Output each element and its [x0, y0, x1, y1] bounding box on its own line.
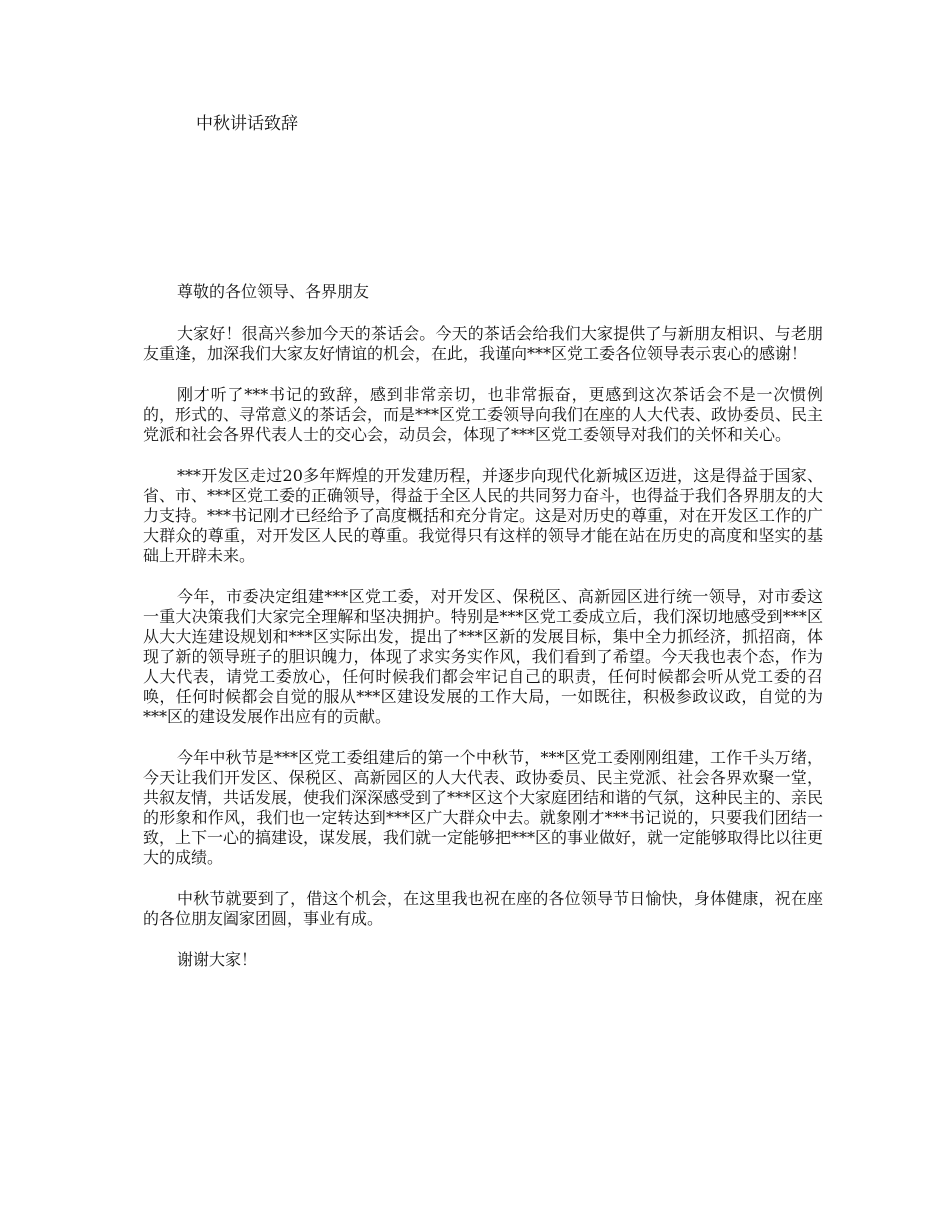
salutation: 尊敬的各位领导、各界朋友	[177, 282, 370, 301]
paragraph-history: ***开发区走过20多年辉煌的开发建历程，并逐步向现代化新城区迈进，这是得益于国家、省、市、***区党工委的正确领导，得益于全区人民的共同努力奋斗，也得益于我们各界朋友的大力支持。***书记刚才已经给予了高度概括和充分肯定。这是对历史的尊重，对在开发区工作的广大群众的尊重，对开发区人民的尊重。我觉得只有这样的领导才能在站在历史的高度和坚实的基础上开辟未来。	[143, 466, 824, 565]
document-title: 中秋讲话致辞	[196, 114, 298, 134]
paragraph-response: 刚才听了***书记的致辞，感到非常亲切，也非常振奋，更感到这次茶话会不是一次惯例的，形式的、寻常意义的茶话会，而是***区党工委领导向我们在座的人大代表、政协委员、民主党派和社会各界代表人士的交心会，动员会，体现了***区党工委领导对我们的关怀和关心。	[143, 385, 824, 444]
paragraph-thanks: 谢谢大家！	[177, 950, 258, 969]
paragraph-mid-autumn: 今年中秋节是***区党工委组建后的第一个中秋节，***区党工委刚刚组建，工作千头万绪，今天让我们开发区、保税区、高新园区的人大代表、政协委员、民主党派、社会各界欢聚一堂，共叙友情，共话发展，使我们深深感受到了***区这个大家庭团结和谐的气氛，这种民主的、亲民的形象和作风，我们也一定转达到***区广大群众中去。就象刚才***书记说的，只要我们团结一致，上下一心的搞建设，谋发展，我们就一定能够把***区的事业做好，就一定能够取得比以往更大的成绩。	[143, 748, 824, 867]
paragraph-greeting: 大家好！很高兴参加今天的茶话会。今天的茶话会给我们大家提供了与新朋友相识、与老朋友重逢，加深我们大家友好情谊的机会，在此，我谨向***区党工委各位领导表示衷心的感谢！	[143, 324, 823, 363]
document-body	[143, 282, 823, 991]
paragraph-commitment: 今年，市委决定组建***区党工委，对开发区、保税区、高新园区进行统一领导，对市委这一重大决策我们大家完全理解和坚决拥护。特别是***区党工委成立后，我们深切地感受到***区从大大连建设规划和***区实际出发，提出了***区新的发展目标，集中全力抓经济，抓招商，体现了新的领导班子的胆识魄力，体现了求实务实作风，我们看到了希望。今天我也表个态，作为人大代表，请党工委放心，任何时候我们都会牢记自己的职责，任何时候都会听从党工委的召唤，任何时候都会自觉的服从***区建设发展的工作大局，一如既往，积极参政议政，自觉的为***区的建设发展作出应有的贡献。	[143, 587, 823, 726]
paragraph-wishes: 中秋节就要到了，借这个机会，在这里我也祝在座的各位领导节日愉快，身体健康，祝在座的各位朋友阖家团圆，事业有成。	[143, 889, 823, 928]
